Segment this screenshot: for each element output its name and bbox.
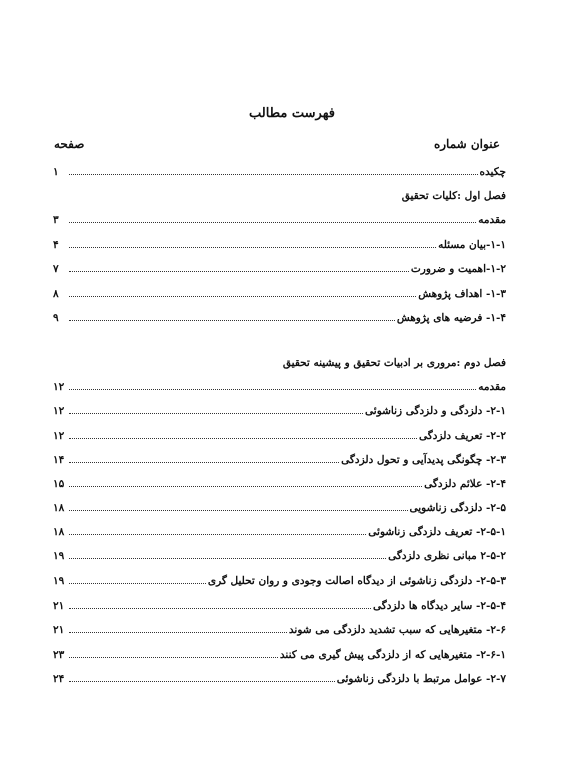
toc-entry[interactable] <box>53 645 506 661</box>
toc-entry[interactable] <box>53 162 506 178</box>
toc-entry[interactable] <box>53 401 506 417</box>
toc-entry-title: ۲-۱- دلزدگی و دلزدگی زناشوئی <box>365 405 506 417</box>
dot-leader <box>69 656 278 658</box>
toc-entry-title: ۱-۲-اهمیت و ضرورت <box>410 263 506 275</box>
toc-entry[interactable] <box>53 474 506 490</box>
toc-entry-title: ۲-۵-۴- سایر دیدگاه ها دلزدگی <box>373 600 506 612</box>
toc-entry-title: ۲-۴- علائم دلزدگی <box>424 478 506 490</box>
toc-entry-page: ۲۳ <box>53 649 65 661</box>
toc-entry[interactable] <box>53 210 506 226</box>
dot-leader <box>69 557 386 559</box>
toc-entry-title: ۲-۵-۱- تعریف دلزدگی زناشوئی <box>368 526 506 538</box>
dot-leader <box>69 246 436 248</box>
toc-entry-page: ۱۲ <box>53 405 65 417</box>
dot-leader <box>69 485 422 487</box>
dot-leader <box>69 319 395 321</box>
dot-leader <box>69 582 206 584</box>
dot-leader <box>69 388 476 390</box>
toc-entry-title: ۲-۲- تعریف دلزدگی <box>419 430 506 442</box>
toc-entry-title: ۲-۶- متغیرهایی که سبب تشدید دلزدگی می شوند <box>288 624 506 636</box>
toc-entry[interactable] <box>53 426 506 442</box>
toc-entry-page: ۲۱ <box>53 600 65 612</box>
dot-leader <box>69 509 408 511</box>
toc-entry-page: ۳ <box>53 214 59 226</box>
toc-entry[interactable] <box>53 377 506 393</box>
toc-entry-page: ۱۸ <box>53 502 65 514</box>
toc-entry[interactable] <box>53 522 506 538</box>
toc-entry-page: ۲۴ <box>53 673 65 685</box>
toc-entry-title: ۲-۶-۱- متغیرهایی که از دلزدگی پیش گیری می کنند <box>279 649 506 661</box>
toc-entry-title: ۲-۵- دلزدگی زناشویی <box>409 502 506 514</box>
toc-entry-page: ۹ <box>53 312 59 324</box>
toc-entry-page: ۸ <box>53 288 59 300</box>
dot-leader <box>69 270 409 272</box>
dot-leader <box>69 295 416 297</box>
dot-leader <box>69 412 363 414</box>
toc-entry-page: ۱۸ <box>53 526 65 538</box>
chapter-heading: فصل دوم :مروری بر ادبیات تحقیق و پیشینه تحقیق <box>282 357 506 369</box>
dot-leader <box>69 461 339 463</box>
dot-leader <box>69 173 478 175</box>
toc-entry[interactable] <box>53 284 506 300</box>
toc-entry-title: ۱-۴- فرضیه های پژوهش <box>396 312 506 324</box>
toc-entry[interactable] <box>53 498 506 514</box>
dot-leader <box>69 631 287 633</box>
title-column-header: عنوان شماره <box>433 137 500 151</box>
dot-leader <box>69 221 476 223</box>
dot-leader <box>69 680 335 682</box>
chapter-heading: فصل اول :کلیات تحقیق <box>401 190 506 202</box>
toc-entry-page: ۱۹ <box>53 575 65 587</box>
toc-entry[interactable] <box>53 620 506 636</box>
toc-entry-page: ۱۲ <box>53 430 65 442</box>
toc-entry[interactable] <box>53 259 506 275</box>
toc-entry[interactable] <box>53 571 506 587</box>
toc-entry-title: چکیده <box>479 166 506 178</box>
toc-entry[interactable] <box>53 308 506 324</box>
toc-entry-title: ۲-۷- عوامل مرتبط با دلزدگی زناشوئی <box>336 673 506 685</box>
page-title: فهرست مطالب <box>249 106 335 121</box>
toc-entry-title: ۲-۵-۳- دلزدگی زناشوئی از دیدگاه اصالت وجودی و روان تحلیل گری <box>207 575 506 587</box>
toc-entry-page: ۲۱ <box>53 624 65 636</box>
toc-entry-title: ۲-۵-۲ مبانی نظری دلزدگی <box>388 550 506 562</box>
toc-entry[interactable] <box>53 669 506 685</box>
toc-entry-page: ۱۲ <box>53 381 65 393</box>
toc-entry-title: ۱-۱-بیان مسئله <box>438 239 506 251</box>
dot-leader <box>69 437 417 439</box>
toc-entry-page: ۱۵ <box>53 478 65 490</box>
dot-leader <box>69 533 366 535</box>
toc-entry[interactable] <box>53 596 506 612</box>
toc-entry-page: ۱۴ <box>53 454 65 466</box>
toc-entry[interactable] <box>53 546 506 562</box>
toc-entry-page: ۷ <box>53 263 59 275</box>
page-column-header: صفحه <box>54 137 85 151</box>
toc-entry[interactable] <box>53 235 506 251</box>
toc-entry-page: ۴ <box>53 239 59 251</box>
toc-entry[interactable] <box>53 450 506 466</box>
toc-entry-title: ۱-۳- اهداف پژوهش <box>418 288 506 300</box>
toc-entry-title: مقدمه <box>478 381 506 393</box>
dot-leader <box>69 607 371 609</box>
toc-entry-page: ۱ <box>53 166 59 178</box>
toc-entry-title: ۲-۳- چگونگی پدیدآیی و تحول دلزدگی <box>341 454 506 466</box>
toc-entry-title: مقدمه <box>478 214 506 226</box>
toc-entry-page: ۱۹ <box>53 550 65 562</box>
